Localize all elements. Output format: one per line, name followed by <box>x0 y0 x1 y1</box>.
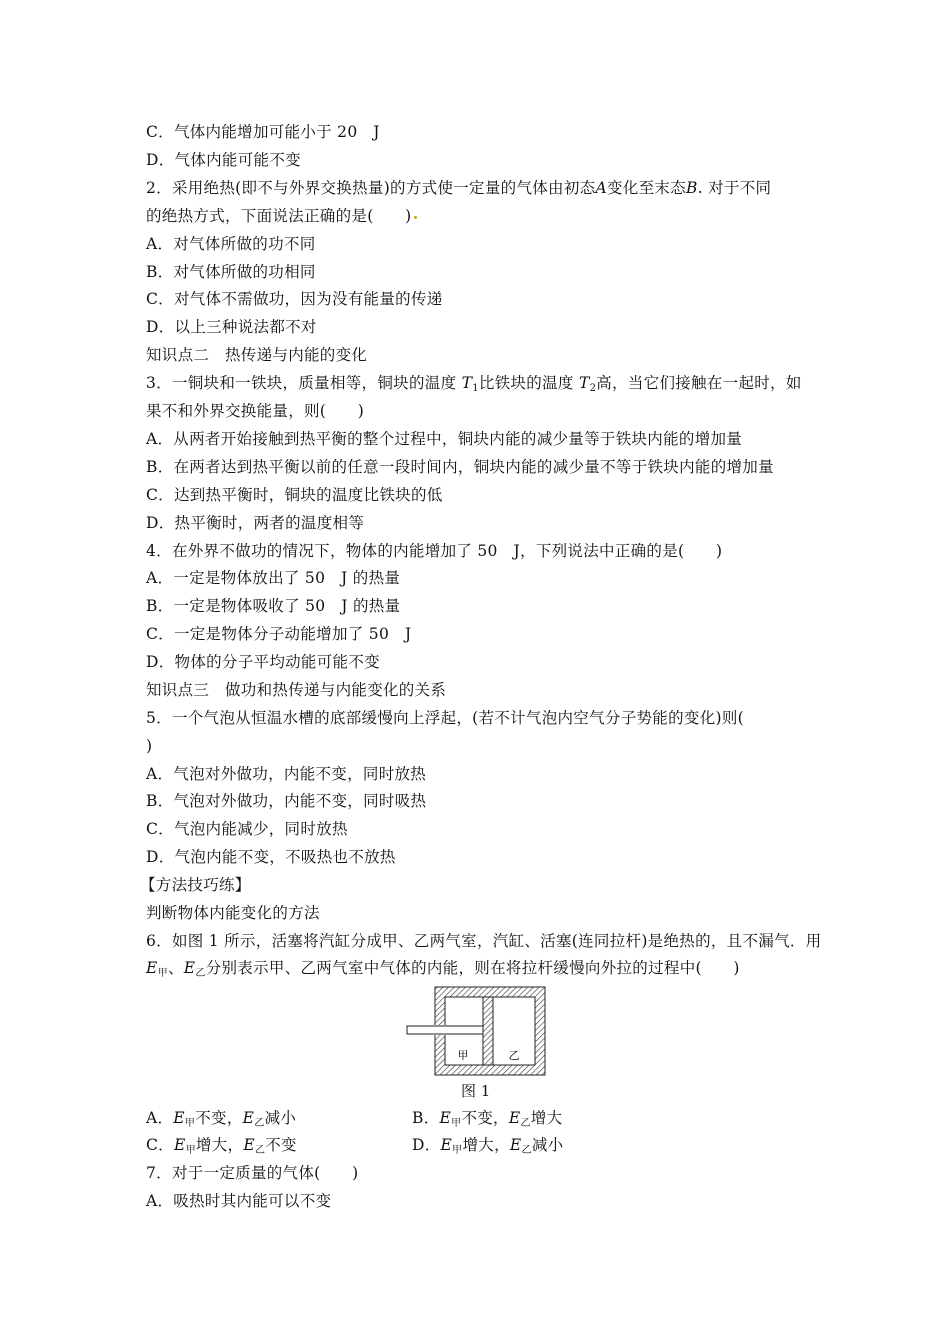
opt-text: 减小 <box>264 1109 297 1127</box>
piston <box>483 997 493 1065</box>
option-line: C．达到热平衡时，铜块的温度比铁块的低 <box>146 486 443 504</box>
chamber-yi-label: 乙 <box>508 1049 520 1062</box>
option-line: A．对气体所做的功不同 <box>146 235 316 253</box>
opt-sub: 乙 <box>254 1145 266 1156</box>
section-heading: 知识点二 热传递与内能的变化 <box>146 346 368 364</box>
opt-text: 增大， <box>462 1136 510 1154</box>
opt-prefix: B． <box>412 1109 440 1127</box>
q3-stem-b: 比铁块的温度 <box>478 374 579 392</box>
question-5: 5．一个气泡从恒温水槽的底部缓慢向上浮起，(若不计气泡内空气分子势能的变化)则( <box>146 709 745 727</box>
opt-sub: 甲 <box>185 1145 196 1156</box>
option-line: B．一定是物体吸收了 50 J 的热量 <box>146 597 401 615</box>
q6-option-c <box>146 1135 297 1161</box>
section-heading: 知识点三 做功和热传递与内能变化的关系 <box>146 681 447 699</box>
opt-e: E <box>242 1109 255 1127</box>
mark-dot <box>414 216 417 219</box>
option-line: C．气泡内能减少，同时放热 <box>146 820 348 838</box>
q3-stem-c: 高，当它们接触在一起时，如 <box>596 374 802 392</box>
opt-sub: 乙 <box>520 1118 531 1129</box>
opt-text: 不变， <box>461 1109 509 1127</box>
q6-option-a <box>146 1108 296 1134</box>
option-line: A．从两者开始接触到热平衡的整个过程中，铜块内能的减少量等于铁块内能的增加量 <box>146 430 743 448</box>
option-line: A．吸热时其内能可以不变 <box>146 1192 332 1210</box>
opt-sub: 甲 <box>452 1145 463 1156</box>
opt-sub: 甲 <box>184 1118 196 1129</box>
q2-state-a: A <box>595 179 607 197</box>
option-line: B．对气体所做的功相同 <box>146 263 316 281</box>
option-line: D．气泡内能不变，不吸热也不放热 <box>146 848 396 866</box>
piston-rod <box>407 1026 483 1034</box>
question-2-line-2 <box>146 206 417 226</box>
opt-e: E <box>439 1109 452 1127</box>
q2-stem-a: 2．采用绝热(即不与外界交换热量)的方式使一定量的气体由初态 <box>146 179 596 197</box>
q6-sep: 、 <box>167 959 184 977</box>
question-3-line-1 <box>146 373 802 399</box>
opt-e: E <box>173 1109 185 1127</box>
q2-stem-b: 变化至末态 <box>606 179 686 197</box>
chamber-jia-label: 甲 <box>457 1049 469 1062</box>
opt-e: E <box>173 1136 186 1154</box>
option-line: B．在两者达到热平衡以前的任意一段时间内，铜块内能的减少量不等于铁块内能的增加量 <box>146 458 774 476</box>
opt-text: 增大， <box>195 1136 244 1154</box>
option-line: D．热平衡时，两者的温度相等 <box>146 514 365 532</box>
opt-prefix: D． <box>412 1136 441 1154</box>
q6-e: E <box>183 959 196 977</box>
q3-t1: T <box>461 374 473 392</box>
text-line: D．气体内能可能不变 <box>146 151 301 169</box>
opt-sub: 乙 <box>521 1145 532 1156</box>
q6-e: E <box>146 959 158 977</box>
q6-e-jia: 甲 <box>157 968 168 979</box>
q2-stem-c: . 对于不同 <box>697 179 772 197</box>
q3-t2: T <box>578 374 590 392</box>
option-line: D．以上三种说法都不对 <box>146 318 317 336</box>
opt-e: E <box>508 1109 521 1127</box>
option-line: C．一定是物体分子动能增加了 50 J <box>146 625 412 643</box>
q3-t2-sub: 2 <box>589 383 597 394</box>
option-line: B．气泡对外做功，内能不变，同时吸热 <box>146 792 427 810</box>
opt-e: E <box>243 1136 255 1154</box>
question-4: 4．在外界不做功的情况下，物体的内能增加了 50 J，下列说法中正确的是( ) <box>146 542 723 560</box>
opt-e: E <box>440 1136 453 1154</box>
opt-sub: 甲 <box>451 1118 462 1129</box>
text-line: C．气体内能增加可能小于 20 J <box>146 123 380 141</box>
cylinder-figure <box>405 985 555 1095</box>
text-line: ) <box>146 737 153 755</box>
question-6: 6．如图 1 所示，活塞将汽缸分成甲、乙两气室，汽缸、活塞(连同拉杆)是绝热的，且不漏气．用 <box>146 932 822 950</box>
q3-t1-sub: 1 <box>472 383 479 394</box>
text-line: 果不和外界交换能量，则( ) <box>146 402 365 420</box>
opt-sub: 乙 <box>254 1118 265 1129</box>
q6-option-d <box>412 1135 563 1161</box>
option-line: A．一定是物体放出了 50 J 的热量 <box>146 569 401 587</box>
opt-text: 减小 <box>531 1136 564 1154</box>
option-line: A．气泡对外做功，内能不变，同时放热 <box>146 765 427 783</box>
opt-e: E <box>509 1136 522 1154</box>
q6-option-b <box>412 1108 562 1134</box>
opt-text: 增大 <box>530 1109 563 1127</box>
section-heading: 【方法技巧练】 <box>140 876 251 894</box>
option-line: D．物体的分子平均动能可能不变 <box>146 653 380 671</box>
q2-line2-text: 的绝热方式，下面说法正确的是( ) <box>146 207 412 225</box>
subsection-heading: 判断物体内能变化的方法 <box>146 904 320 922</box>
q6-e-yi: 乙 <box>195 968 206 979</box>
option-line: C．对气体不需做功，因为没有能量的传递 <box>146 290 443 308</box>
opt-prefix: A． <box>146 1109 174 1127</box>
opt-prefix: C． <box>146 1136 174 1154</box>
question-6-line-2 <box>146 958 740 984</box>
q6-stem-tail: 分别表示甲、乙两气室中气体的内能，则在将拉杆缓慢向外拉的过程中( ) <box>205 959 740 977</box>
figure-caption: 图 1 <box>461 1082 491 1100</box>
opt-text: 不变 <box>265 1136 297 1154</box>
q2-state-b: B <box>685 179 698 197</box>
opt-text: 不变， <box>195 1109 243 1127</box>
question-7: 7．对于一定质量的气体( ) <box>146 1164 359 1182</box>
question-2-line-1 <box>146 178 771 198</box>
q3-stem-a: 3．一铜块和一铁块，质量相等，铜块的温度 <box>146 374 462 392</box>
